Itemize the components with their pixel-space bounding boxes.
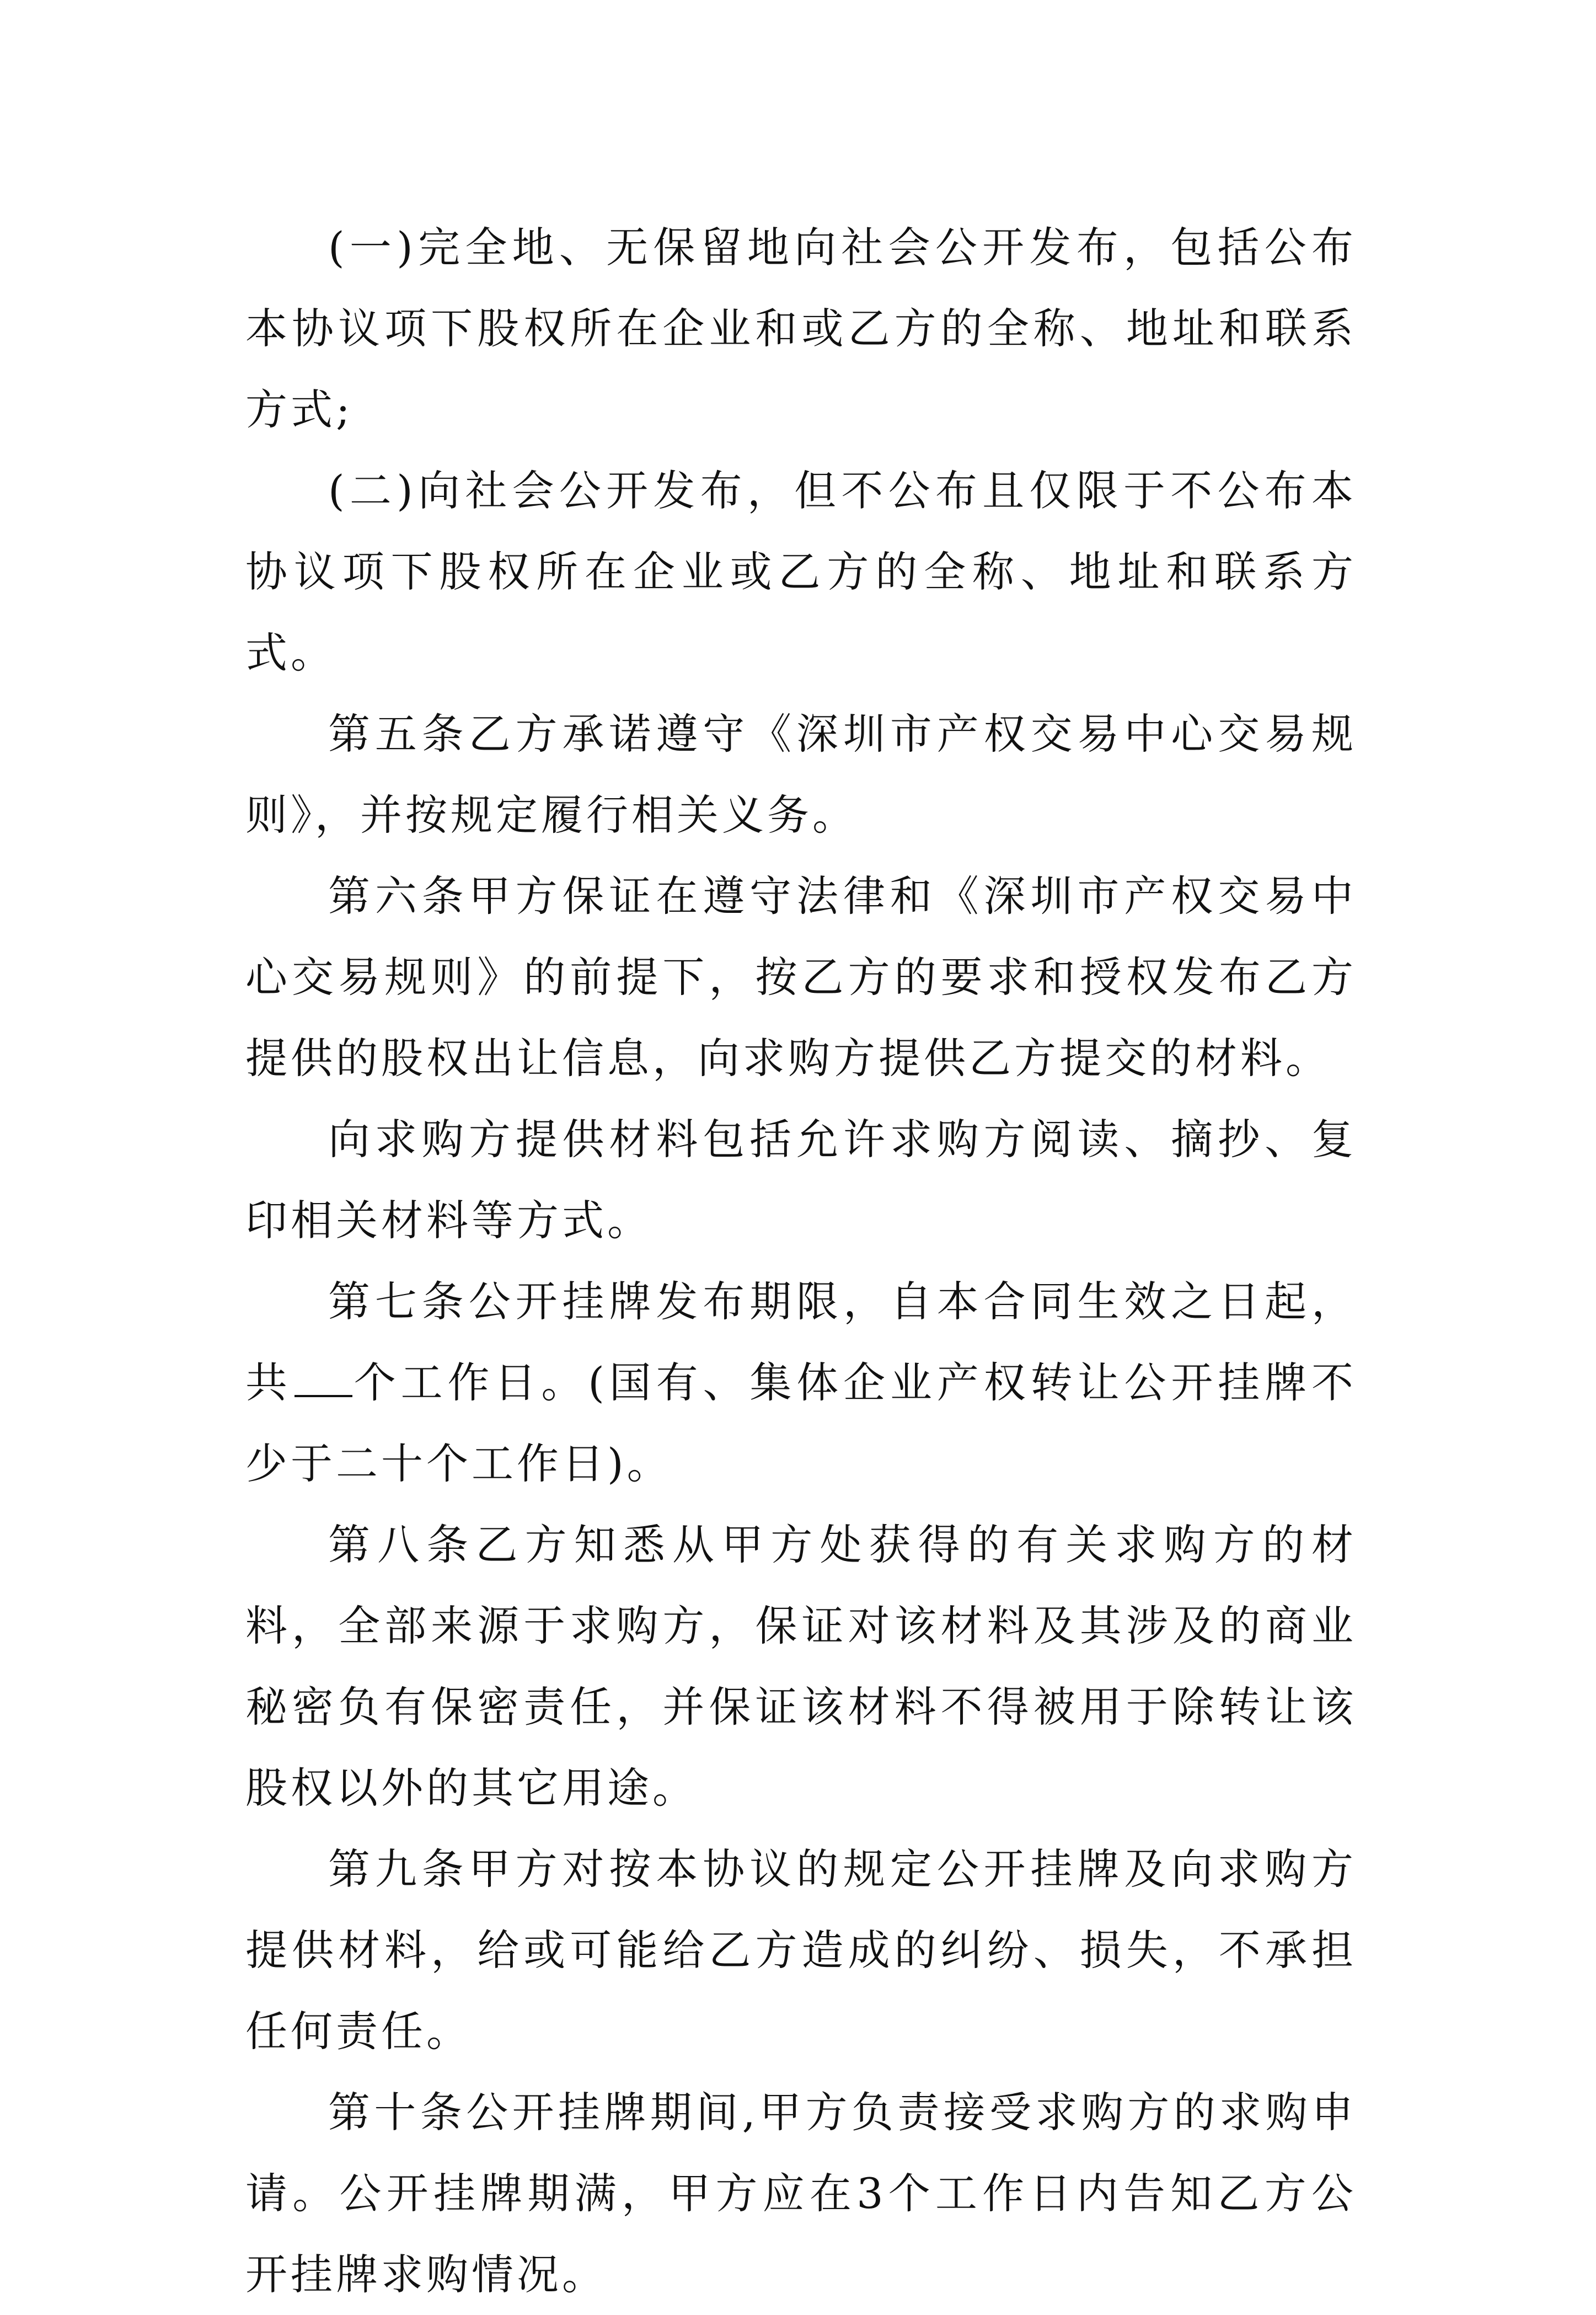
article-5: 第五条乙方承诺遵守《深圳市产权交易中心交易规则》，并按规定履行相关义务。 <box>245 709 1357 840</box>
article-6-supplement: 向求购方提供材料包括允许求购方阅读、摘抄、复印相关材料等方式。 <box>245 1115 1357 1245</box>
article-8: 第八条乙方知悉从甲方处获得的有关求购方的材料，全部来源于求购方，保证对该材料及其涉及的商业秘密负有保密责任，并保证该材料不得被用于除转让该股权以外的其它用途。 <box>245 1520 1357 1813</box>
fill-in-blank <box>294 1357 352 1397</box>
document-body <box>245 207 1357 2315</box>
article-9: 第九条甲方对按本协议的规定公开挂牌及向求购方提供材料，给或可能给乙方造成的纠纷、损失，不承担任何责任。 <box>245 1844 1357 2056</box>
article-7 <box>245 1261 1357 1504</box>
clause-2: (二)向社会公开发布，但不公布且仅限于不公布本协议项下股权所在企业或乙方的全称、地址和联系方式。 <box>245 466 1357 677</box>
article-7-text-before: 第七条公开挂牌发布期限，自本合同生效之日起，共 <box>245 1277 1357 1407</box>
clause-1: (一)完全地、无保留地向社会公开发布，包括公布本协议项下股权所在企业和或乙方的全称、地址和联系方式; <box>245 223 1357 434</box>
article-10: 第十条公开挂牌期间,甲方负责接受求购方的求购申请。公开挂牌期满，甲方应在3个工作日内告知乙方公开挂牌求购情况。 <box>245 2088 1357 2299</box>
article-7-text-after: 个工作日。(国有、集体企业产权转让公开挂牌不少于二十个工作日)。 <box>245 1358 1357 1488</box>
article-6: 第六条甲方保证在遵守法律和《深圳市产权交易中心交易规则》的前提下，按乙方的要求和授权发布乙方提供的股权出让信息，向求购方提供乙方提交的材料。 <box>245 872 1357 1083</box>
